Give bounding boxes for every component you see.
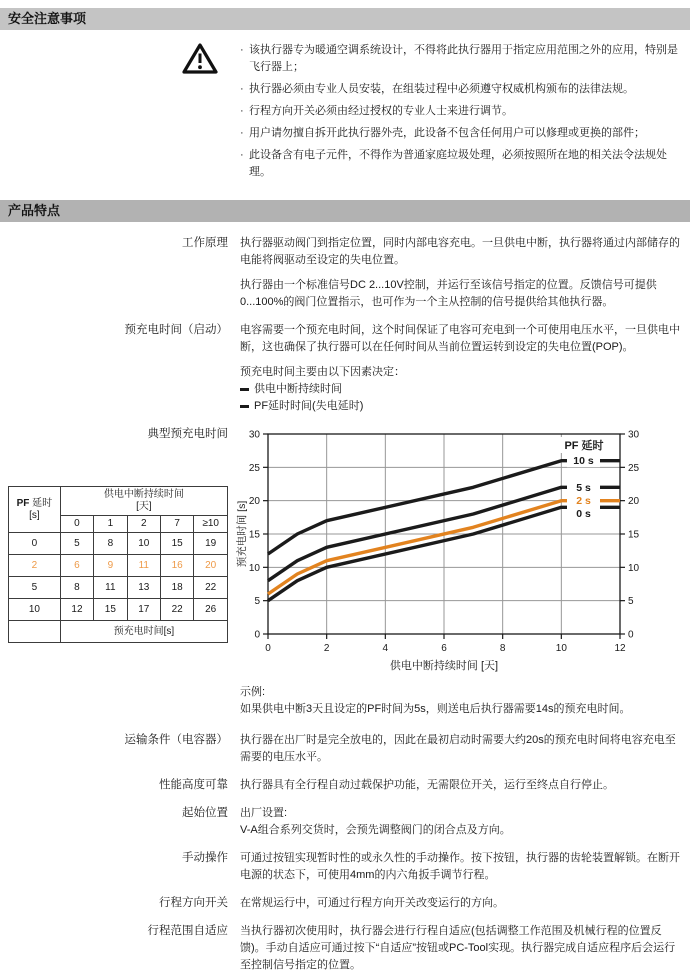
table-header-duration: 供电中断持续时间 [天]	[60, 487, 227, 516]
feature-row-working-principle	[0, 235, 690, 311]
svg-text:15: 15	[248, 529, 260, 541]
feature-label: 预充电时间（启动）	[124, 324, 228, 336]
svg-text:5: 5	[628, 596, 634, 608]
example-heading: 示例:	[240, 686, 266, 698]
feature-label: 运输条件（电容器）	[124, 734, 228, 746]
svg-text:预充电时间 [s]: 预充电时间 [s]	[236, 500, 248, 568]
feature-label: 典型预充电时间	[147, 428, 228, 440]
svg-text:30: 30	[248, 429, 260, 441]
paragraph: 电容需要一个预充电时间，这个时间保证了电容可充电到一个可使用电压水平，一旦供电中断，这也确保了执行器可以在任何时间从当前位置运转到设定的失电位置(POP)。	[240, 324, 680, 353]
paragraph: 当执行器初次使用时，执行器会进行行程自适应(包括调整工作范围及机械行程的位置反馈)。手动自适应可通过按下“自适应”按钮或PC-Tool实现。执行器完成自适应程序后会运行至控制信号指定的位置。	[240, 925, 676, 971]
factor-item: PF延时时间(失电延时)	[240, 398, 682, 415]
feature-label: 工作原理	[182, 237, 228, 249]
safety-bullet: · 此设备含有电子元件，不得作为普通家庭垃圾处理，必须按照所在地的相关法令法规处理。	[240, 147, 682, 181]
svg-text:10: 10	[555, 643, 567, 654]
svg-text:5: 5	[254, 596, 260, 608]
feature-row-reliability	[0, 777, 690, 794]
paragraph: 执行器驱动阀门到指定位置，同时内部电容充电。一旦供电中断，执行器将通过内部储存的电能将阀驱动至设定的失电位置。	[240, 237, 680, 266]
feature-label: 手动操作	[182, 852, 228, 864]
svg-text:PF 延时: PF 延时	[564, 440, 604, 452]
table-row: 10 12 15 17 22 26	[9, 599, 228, 621]
feature-row-precharge-time	[0, 322, 690, 415]
section-title: 产品特点	[8, 203, 61, 218]
table-day-col: ≥10	[194, 516, 228, 533]
safety-section	[0, 42, 690, 186]
feature-row-manual-operation	[0, 850, 690, 884]
svg-text:30: 30	[628, 429, 640, 441]
svg-text:5 s: 5 s	[576, 481, 591, 494]
feature-row-typical-precharge	[0, 426, 690, 718]
svg-text:10: 10	[628, 562, 640, 574]
table-footer: 预充电时间[s]	[60, 621, 227, 643]
feature-label: 起始位置	[182, 807, 228, 819]
feature-row-direction-switch	[0, 895, 690, 912]
example-text: 如果供电中断3天且设定的PF时间为5s，则送电后执行器需要14s的预充电时间。	[240, 703, 631, 715]
feature-row-transport	[0, 732, 690, 766]
table-day-col: 2	[127, 516, 160, 533]
precharge-time-table	[8, 486, 228, 643]
factor-item: 供电中断持续时间	[240, 381, 682, 398]
svg-text:15: 15	[628, 529, 640, 541]
svg-text:10: 10	[248, 562, 260, 574]
svg-text:2 s: 2 s	[576, 495, 591, 508]
paragraph: 执行器具有全行程自动过载保护功能，无需限位开关，运行至终点自行停止。	[240, 779, 614, 791]
feature-label: 行程方向开关	[159, 897, 228, 909]
feature-row-initial-position	[0, 805, 690, 839]
svg-text:6: 6	[441, 643, 447, 654]
table-row: 2 6 9 11 16 20	[9, 555, 228, 577]
precharge-time-chart	[234, 426, 682, 680]
safety-bullet: · 行程方向开关必须由经过授权的专业人士来进行调节。	[240, 103, 682, 120]
datasheet-page	[0, 8, 690, 971]
safety-bullet-list	[240, 42, 682, 181]
section-header-features	[0, 200, 690, 222]
svg-text:20: 20	[248, 496, 260, 508]
svg-text:0: 0	[254, 629, 260, 641]
table-footer-row	[9, 621, 228, 643]
feature-label: 性能高度可靠	[159, 779, 228, 791]
paragraph: V-A组合系列交货时，会预先调整阀门的闭合点及方向。	[240, 824, 511, 836]
table-row: 5 8 11 13 18 22	[9, 577, 228, 599]
chart-example	[240, 684, 682, 718]
paragraph: 出厂设置:	[240, 807, 288, 819]
svg-text:25: 25	[248, 462, 260, 474]
svg-text:4: 4	[382, 643, 389, 654]
svg-text:12: 12	[614, 643, 626, 654]
svg-text:2: 2	[323, 643, 330, 654]
paragraph: 执行器由一个标准信号DC 2...10V控制，并运行至该信号指定的位置。反馈信号可提供0...100%的阀门位置指示，也可作为一个主从控制的信号提供给其他执行器。	[240, 279, 657, 308]
safety-bullet: · 用户请勿擅自拆开此执行器外壳，此设备不包含任何用户可以修理或更换的部件；	[240, 125, 682, 142]
svg-text:8: 8	[499, 643, 506, 654]
section-title: 安全注意事项	[8, 11, 87, 26]
paragraph: 可通过按钮实现暂时性的或永久性的手动操作。按下按钮，执行器的齿轮装置解锁。在断开电源的状态下，可使用4mm的内六角扳手调节行程。	[240, 852, 680, 881]
paragraph: 在常规运行中，可通过行程方向开关改变运行的方向。	[240, 897, 504, 909]
feature-label: 行程范围自适应	[147, 925, 228, 937]
table-header-pf: PF 延时 [s]	[9, 487, 61, 533]
svg-text:0: 0	[628, 629, 634, 641]
table-day-col: 0	[60, 516, 93, 533]
section-header-safety	[0, 8, 690, 30]
table-row: 0 5 8 10 15 19	[9, 533, 228, 555]
svg-text:10 s: 10 s	[573, 455, 594, 468]
svg-text:25: 25	[628, 462, 640, 474]
svg-text:20: 20	[628, 496, 640, 508]
svg-text:0 s: 0 s	[576, 507, 591, 520]
warning-icon-cell	[0, 42, 228, 186]
svg-text:0: 0	[265, 643, 271, 654]
table-day-col: 1	[94, 516, 127, 533]
factors-intro: 预充电时间主要由以下因素决定：	[240, 366, 405, 378]
chart-svg	[234, 426, 640, 674]
feature-row-adaptive-range	[0, 923, 690, 974]
paragraph: 执行器在出厂时是完全放电的，因此在最初启动时需要大约20s的预充电时间将电容充电至需要的电压水平。	[240, 734, 676, 763]
safety-bullet: · 该执行器专为暖通空调系统设计，不得将此执行器用于指定应用范围之外的应用，特别是飞行器上；	[240, 42, 682, 76]
safety-bullet: · 执行器必须由专业人员安装，在组装过程中必须遵守权威机构颁布的法律法规。	[240, 81, 682, 98]
warning-triangle-icon	[182, 42, 218, 186]
svg-text:供电中断持续时间 [天]: 供电中断持续时间 [天]	[389, 660, 499, 672]
table-day-col: 7	[160, 516, 193, 533]
